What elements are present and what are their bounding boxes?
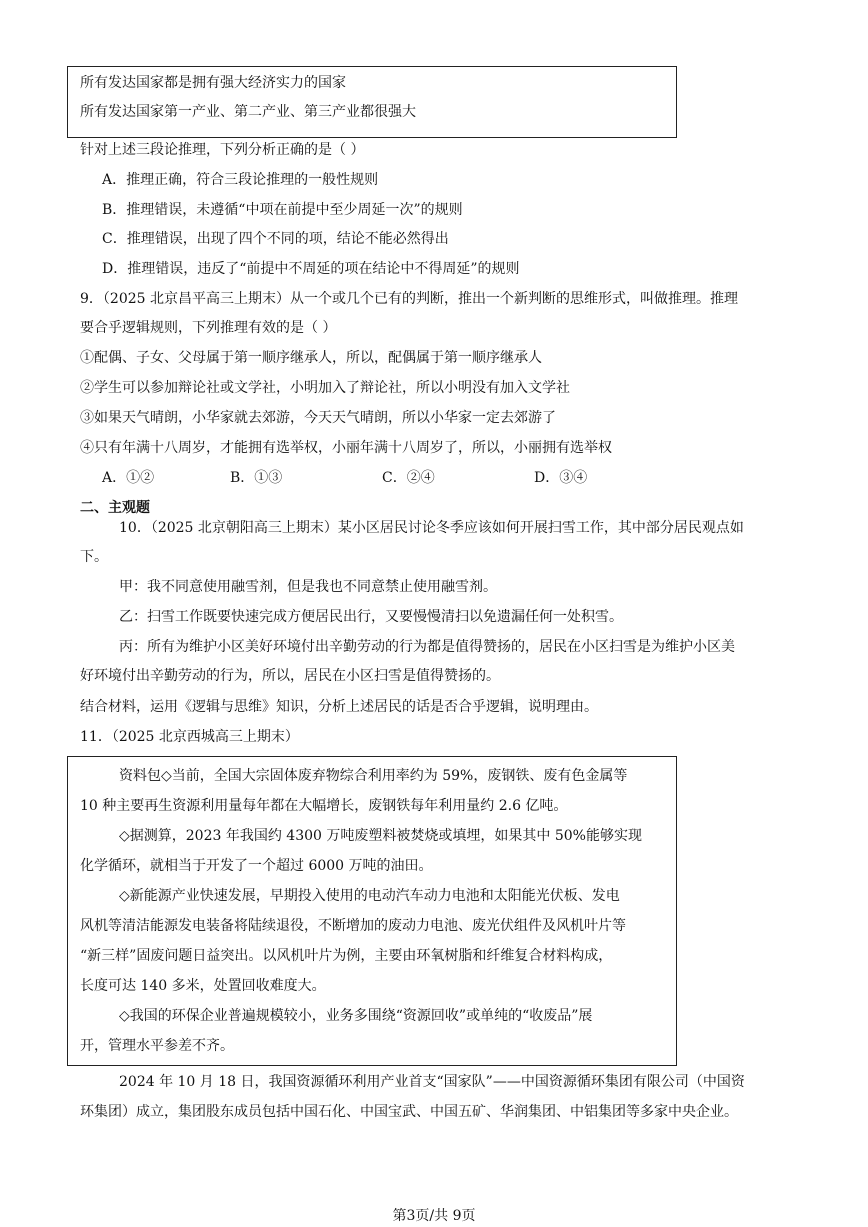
q9-option-a: A．①②	[102, 470, 155, 486]
section-heading: 二、主观题	[80, 500, 150, 516]
material-line-2: 10 种主要再生资源利用量每年都在大幅增长，废钢铁每年利用量约 2.6 亿吨。	[80, 798, 568, 814]
q9-item-2: ②学生可以参加辩论社或文学社，小明加入了辩论社，所以小明没有加入文学社	[80, 380, 570, 396]
material-line-1: 资料包◇当前，全国大宗固体废弃物综合利用率约为 59%，废钢铁、废有色金属等	[119, 768, 628, 784]
page-number: 第3页/共 9页	[392, 1208, 476, 1224]
q9-item-4: ④只有年满十八周岁，才能拥有选举权，小丽年满十八周岁了，所以，小丽拥有选举权	[80, 440, 612, 456]
q9-stem-line-2: 要合乎逻辑规则，下列推理有效的是（ ）	[80, 320, 337, 336]
material-line-6: 风机等清洁能源发电装备将陆续退役，不断增加的废动力电池、废光伏组件及风机叶片等	[80, 918, 626, 934]
q8-option-b: B．推理错误，未遵循“中项在前提中至少周延一次”的规则	[102, 202, 463, 218]
q9-item-3: ③如果天气晴朗，小华家就去郊游，今天天气晴朗，所以小华家一定去郊游了	[80, 410, 556, 426]
q10-bing-line-2: 好环境付出辛勤劳动的行为，所以，居民在小区扫雪是值得赞扬的。	[80, 668, 500, 684]
material-line-4: 化学循环，就相当于开发了一个超过 6000 万吨的油田。	[80, 858, 433, 874]
q8-option-c: C．推理错误，出现了四个不同的项，结论不能必然得出	[102, 231, 449, 247]
material-line-3: ◇据测算，2023 年我国约 4300 万吨废塑料被焚烧或填埋，如果其中 50%能够实现	[119, 828, 642, 844]
q10-bing-line-1: 丙：所有为维护小区美好环境付出辛勤劳动的行为都是值得赞扬的，居民在小区扫雪是为维护小区美	[119, 639, 735, 655]
q10-ask: 结合材料，运用《逻辑与思维》知识，分析上述居民的话是否合乎逻辑，说明理由。	[80, 699, 598, 715]
q9-option-c: C．②④	[382, 470, 435, 486]
q8-stem: 针对上述三段论推理，下列分析正确的是（ ）	[80, 142, 365, 158]
q10-line-1: 10．（2025 北京朝阳高三上期末）某小区居民讨论冬季应该如何开展扫雪工作，其中部分居民观点如	[119, 520, 744, 536]
q11-stem: 11．（2025 北京西城高三上期末）	[80, 729, 299, 745]
q11-after-line-2: 环集团）成立，集团股东成员包括中国石化、中国宝武、中国五矿、华润集团、中铝集团等多家中央企业。	[80, 1104, 738, 1120]
q8-option-d: D．推理错误，违反了“前提中不周延的项在结论中不得周延”的规则	[102, 261, 520, 277]
premise-line-1: 所有发达国家都是拥有强大经济实力的国家	[80, 75, 346, 91]
q9-stem-line-1: 9．（2025 北京昌平高三上期末）从一个或几个已有的判断，推出一个新判断的思维形式，叫做推理。推理	[80, 291, 738, 307]
material-line-10: 开，管理水平参差不齐。	[80, 1038, 234, 1054]
q9-option-b: B．①③	[230, 470, 283, 486]
q10-yi: 乙：扫雪工作既要快速完成方便居民出行，又要慢慢清扫以免遗漏任何一处积雪。	[119, 609, 623, 625]
material-line-5: ◇新能源产业快速发展，早期投入使用的电动汽车动力电池和太阳能光伏板、发电	[119, 888, 620, 904]
q8-option-a: A．推理正确，符合三段论推理的一般性规则	[102, 172, 379, 188]
q10-jia: 甲：我不同意使用融雪剂，但是我也不同意禁止使用融雪剂。	[119, 579, 497, 595]
q11-after-line-1: 2024 年 10 月 18 日，我国资源循环利用产业首支“国家队”——中国资源循环集团有限公司（中国资	[119, 1074, 745, 1090]
material-line-9: ◇我国的环保企业普遍规模较小，业务多围绕“资源回收”或单纯的“收废品”展	[119, 1008, 593, 1024]
premise-line-2: 所有发达国家第一产业、第二产业、第三产业都很强大	[80, 104, 416, 120]
q9-option-d: D．③④	[534, 470, 588, 486]
material-line-7: “新三样”固废问题日益突出。以风机叶片为例，主要由环氧树脂和纤维复合材料构成，	[80, 948, 613, 964]
q10-line-2: 下。	[80, 549, 108, 565]
q9-item-1: ①配偶、子女、父母属于第一顺序继承人，所以，配偶属于第一顺序继承人	[80, 350, 542, 366]
material-line-8: 长度可达 140 多米，处置回收难度大。	[80, 978, 326, 994]
